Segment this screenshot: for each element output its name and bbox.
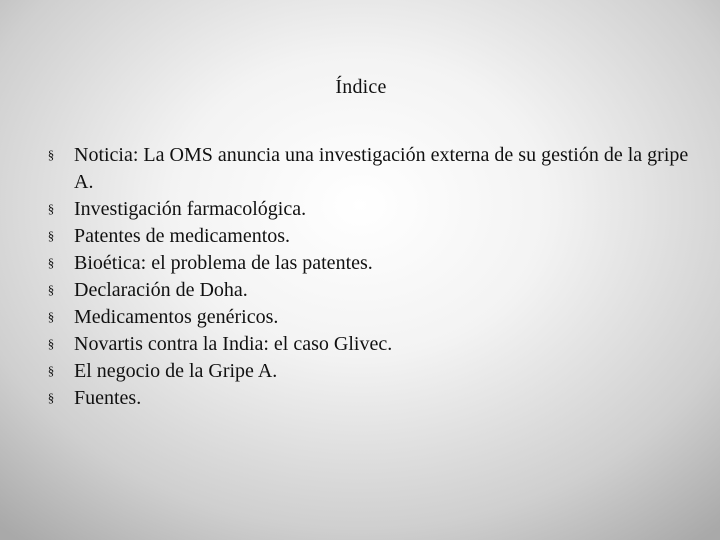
bullet-list [44, 142, 694, 412]
bullet-icon: § [47, 390, 55, 405]
slide-title: Índice [335, 76, 387, 98]
list-item-text: Noticia: La OMS anuncia una investigación externa de su gestión de la gripe A. [74, 144, 689, 193]
list-item [44, 223, 694, 250]
list-item-text: Fuentes. [74, 387, 142, 409]
bullet-icon: § [47, 363, 55, 378]
list-item-text: El negocio de la Gripe A. [74, 360, 278, 382]
list-item-text: Novartis contra la India: el caso Glivec. [74, 333, 393, 355]
list-item [44, 277, 694, 304]
list-item-text: Patentes de medicamentos. [74, 225, 291, 247]
list-item [44, 304, 694, 331]
list-item [44, 385, 694, 412]
bullet-icon: § [47, 309, 55, 324]
bullet-icon: § [47, 282, 55, 297]
bullet-icon: § [47, 255, 55, 270]
bullet-icon: § [47, 201, 55, 216]
bullet-icon: § [47, 336, 55, 351]
list-item-text: Medicamentos genéricos. [74, 306, 279, 328]
bullet-icon: § [47, 147, 55, 162]
list-item-text: Investigación farmacológica. [74, 198, 307, 220]
list-item [44, 358, 694, 385]
list-item [44, 250, 694, 277]
bullet-icon: § [47, 228, 55, 243]
list-item-text: Declaración de Doha. [74, 279, 248, 301]
list-item [44, 196, 694, 223]
list-item-text: Bioética: el problema de las patentes. [74, 252, 373, 274]
list-item [44, 142, 694, 196]
list-item [44, 331, 694, 358]
